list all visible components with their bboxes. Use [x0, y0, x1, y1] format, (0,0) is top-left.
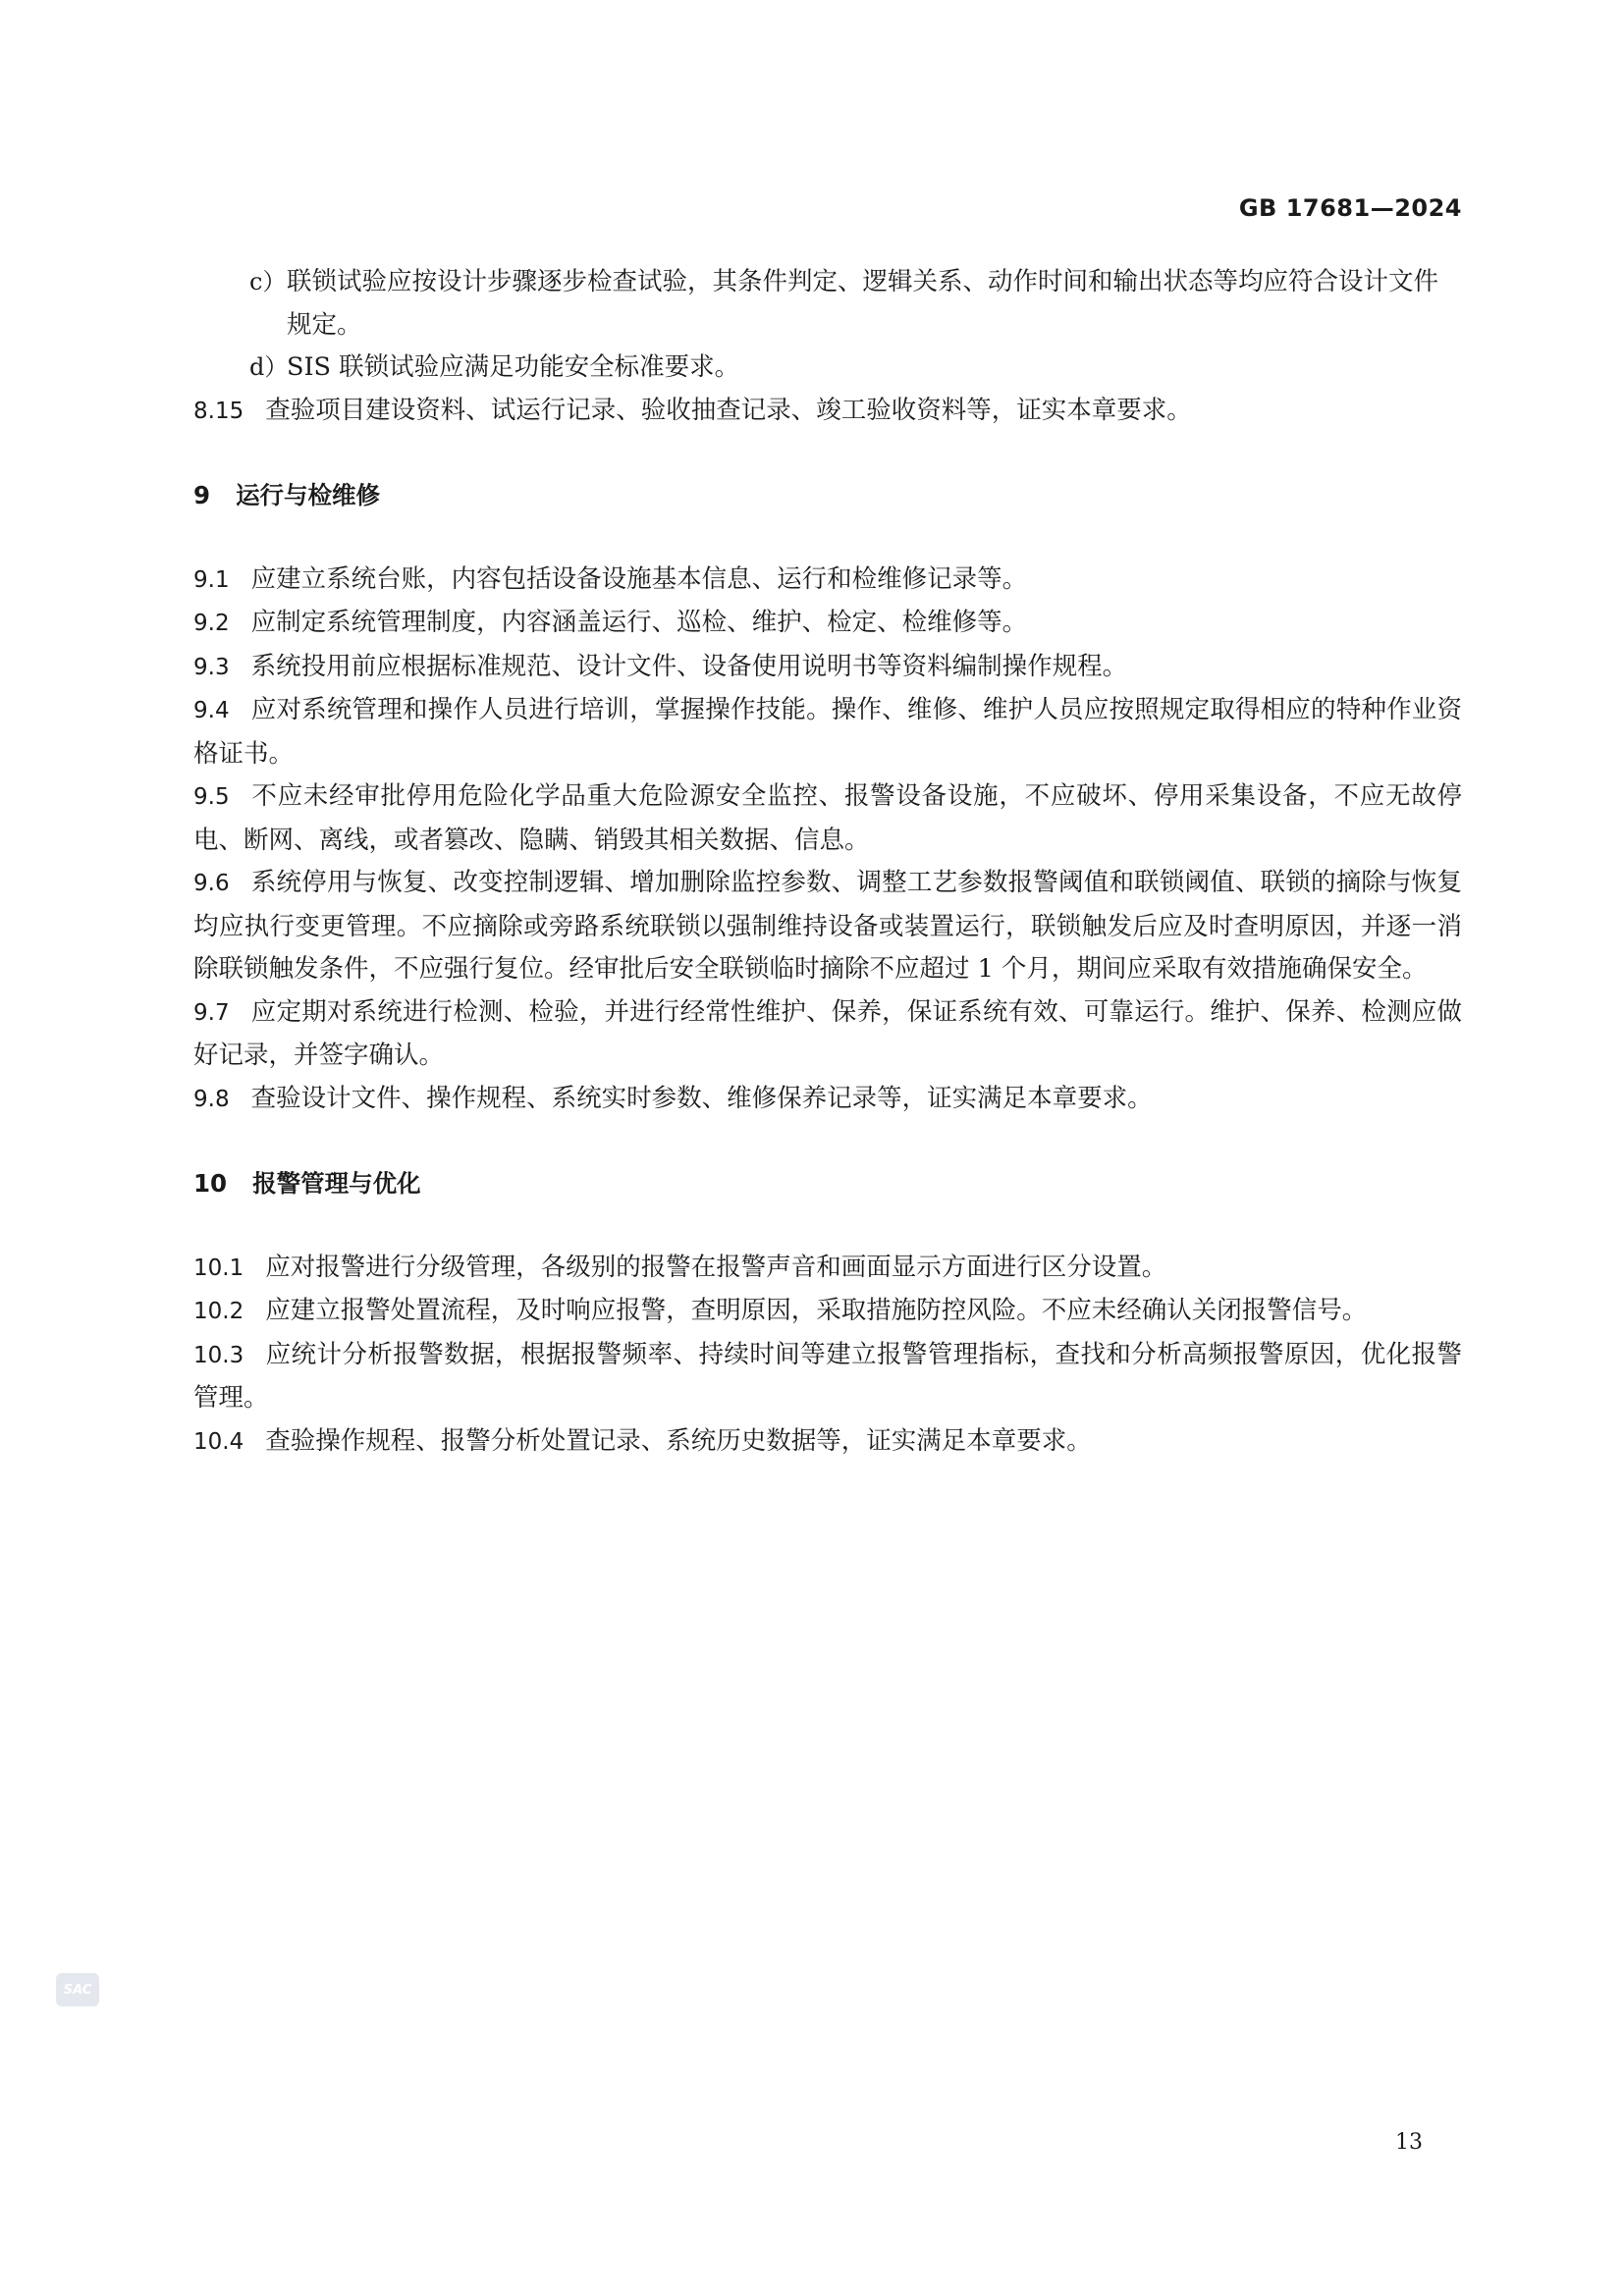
clause-text: 应制定系统管理制度，内容涵盖运行、巡检、维护、检定、检维修等。 [250, 608, 1028, 637]
clause-9-7 [193, 991, 1462, 1078]
clause-number: 10.1 [193, 1255, 244, 1281]
section-heading-10 [193, 1162, 1462, 1205]
list-item-text: SIS 联锁试验应满足功能安全标准要求。 [287, 352, 740, 382]
clause-9-5 [193, 775, 1462, 862]
clause-number: 8.15 [193, 398, 244, 424]
clause-9-8 [193, 1078, 1462, 1122]
standard-number: GB 17681—2024 [1238, 194, 1462, 222]
section-title: 运行与检维修 [236, 481, 381, 509]
clause-number: 10.2 [193, 1299, 244, 1324]
clause-9-2 [193, 602, 1462, 646]
clause-text: 应对报警进行分级管理，各级别的报警在报警声音和画面显示方面进行区分设置。 [265, 1252, 1167, 1282]
list-item-c [193, 261, 1462, 347]
page-number: 13 [1395, 2130, 1423, 2155]
clause-text: 应建立系统台账，内容包括设备设施基本信息、运行和检维修记录等。 [250, 563, 1028, 594]
clause-text: 应统计分析报警数据，根据报警频率、持续时间等建立报警管理指标，查找和分析高频报警原因，优化报警管理。 [193, 1339, 1462, 1413]
clause-number: 9.8 [193, 1086, 230, 1112]
clause-number: 9.7 [193, 999, 230, 1026]
clause-10-3 [193, 1334, 1462, 1420]
section-number: 9 [193, 481, 211, 509]
clause-9-1 [193, 559, 1462, 603]
clause-number: 10.4 [193, 1428, 244, 1455]
clause-text: 查验操作规程、报警分析处置记录、系统历史数据等，证实满足本章要求。 [265, 1425, 1092, 1456]
document-body [193, 261, 1462, 1464]
clause-number: 10.3 [193, 1342, 244, 1368]
clause-text: 不应未经审批停用危险化学品重大危险源安全监控、报警设备设施，不应破坏、停用采集设备，不应无故停电、断网、离线，或者篡改、隐瞒、销毁其相关数据、信息。 [193, 781, 1462, 855]
clause-text: 查验设计文件、操作规程、系统实时参数、维修保养记录等，证实满足本章要求。 [250, 1083, 1153, 1113]
list-label: c） [249, 268, 287, 295]
clause-number: 9.4 [193, 698, 230, 723]
clause-text: 应定期对系统进行检测、检验，并进行经常性维护、保养，保证系统有效、可靠运行。维护、保养、检测应做好记录，并签字确认。 [193, 996, 1462, 1070]
clause-number: 9.5 [193, 784, 230, 810]
clause-9-6 [193, 862, 1462, 991]
clause-10-4 [193, 1420, 1462, 1465]
section-title: 报警管理与优化 [252, 1169, 421, 1198]
clause-number: 9.3 [193, 654, 230, 680]
clause-text: 查验项目建设资料、试运行记录、验收抽查记录、竣工验收资料等，证实本章要求。 [265, 395, 1192, 425]
section-heading-9 [193, 474, 1462, 517]
list-item-text: 联锁试验应按设计步骤逐步检查试验，其条件判定、逻辑关系、动作时间和输出状态等均应符合设计文件规定。 [287, 267, 1439, 340]
clause-10-2 [193, 1290, 1462, 1334]
clause-8-15 [193, 390, 1462, 434]
clause-text: 系统投用前应根据标准规范、设计文件、设备使用说明书等资料编制操作规程。 [250, 651, 1128, 681]
clause-number: 9.2 [193, 611, 230, 636]
clause-text: 应建立报警处置流程，及时响应报警，查明原因，采取措施防控风险。不应未经确认关闭报警信号。 [265, 1296, 1368, 1325]
clause-text: 系统停用与恢复、改变控制逻辑、增加删除监控参数、调整工艺参数报警阈值和联锁阈值、联锁的摘除与恢复均应执行变更管理。不应摘除或旁路系统联锁以强制维持设备或装置运行，联锁触发后应及时查明原因，并逐一消除联锁触发条件，不应强行复位。经审批后安全联锁临时摘除不应超过 1 个月，期间应采取有效措施确保安全。 [193, 868, 1462, 984]
clause-9-4 [193, 689, 1462, 775]
list-item-d [193, 347, 1462, 390]
clause-number: 9.1 [193, 566, 230, 593]
clause-10-1 [193, 1247, 1462, 1291]
clause-9-3 [193, 646, 1462, 690]
list-label: d） [249, 353, 289, 381]
clause-text: 应对系统管理和操作人员进行培训，掌握操作技能。操作、维修、维护人员应按照规定取得相应的特种作业资格证书。 [193, 695, 1462, 769]
sac-logo: SAC [56, 1973, 99, 2006]
section-number: 10 [193, 1169, 228, 1198]
clause-number: 9.6 [193, 871, 230, 896]
